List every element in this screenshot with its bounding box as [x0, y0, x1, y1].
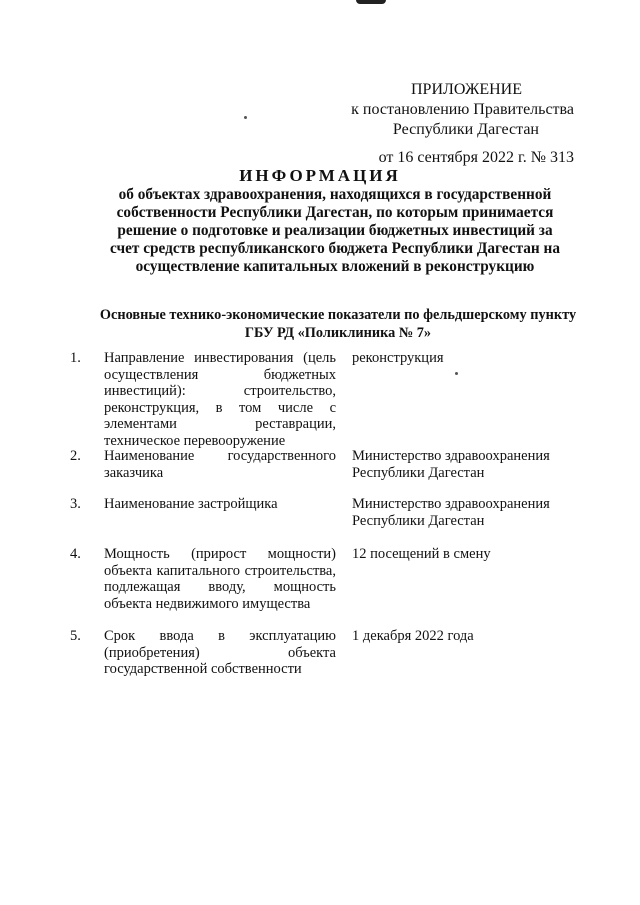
row-value: Министерство здравоохранения Республики Дагестан	[352, 496, 550, 529]
scan-speck	[455, 372, 458, 375]
indicators-heading-line: ГБУ РД «Поликлиника № 7»	[244, 325, 432, 341]
scan-speck	[244, 116, 247, 119]
row-parameter: Наименование государственного заказчика	[104, 448, 336, 481]
document-title: ИНФОРМАЦИЯ	[239, 166, 401, 185]
row-value: Министерство здравоохранения Республики Дагестан	[352, 448, 550, 481]
row-number: 5.	[70, 628, 81, 644]
appendix-line: Республики Дагестан	[392, 121, 539, 138]
row-parameter: Направление инвестирования (цель осуществления бюджетных инвестиций): строительство, реконструкция, в том числе с элементами реставрации, техническое перевооружение	[104, 350, 336, 449]
subtitle-line: счет средств республиканского бюджета Республики Дагестан на	[109, 240, 561, 257]
row-number: 1.	[70, 350, 81, 366]
row-value: 12 посещений в смену	[352, 546, 491, 562]
indicators-heading-line: Основные технико-экономические показатели по фельдшерскому пункту	[99, 307, 577, 323]
subtitle-line: решение о подготовке и реализации бюджетных инвестиций за	[117, 222, 553, 239]
subtitle-line: осуществление капитальных вложений в реконструкцию	[135, 258, 535, 275]
subtitle-line: собственности Республики Дагестан, по которым принимается	[116, 204, 554, 221]
indicators-heading	[98, 306, 578, 342]
appendix-title: ПРИЛОЖЕНИЕ	[410, 81, 522, 98]
appendix-line: к постановлению Правительства	[351, 101, 574, 118]
row-value: реконструкция	[352, 350, 444, 366]
row-number: 4.	[70, 546, 81, 562]
document-subtitle	[100, 186, 570, 276]
appendix-line: от 16 сентября 2022 г. № 313	[378, 149, 574, 166]
scan-mark	[356, 0, 386, 4]
row-number: 3.	[70, 496, 81, 512]
row-parameter: Мощность (прирост мощности) объекта капитального строительства, подлежащая вводу, мощность объекта недвижимого имущества	[104, 546, 336, 612]
row-number: 2.	[70, 448, 81, 464]
row-parameter: Срок ввода в эксплуатацию (приобретения) объекта государственной собственности	[104, 628, 336, 677]
subtitle-line: об объектах здравоохранения, находящихся в государственной	[118, 186, 552, 203]
row-parameter: Наименование застройщика	[104, 496, 278, 512]
row-value: 1 декабря 2022 года	[352, 628, 474, 644]
appendix-block	[351, 80, 574, 168]
